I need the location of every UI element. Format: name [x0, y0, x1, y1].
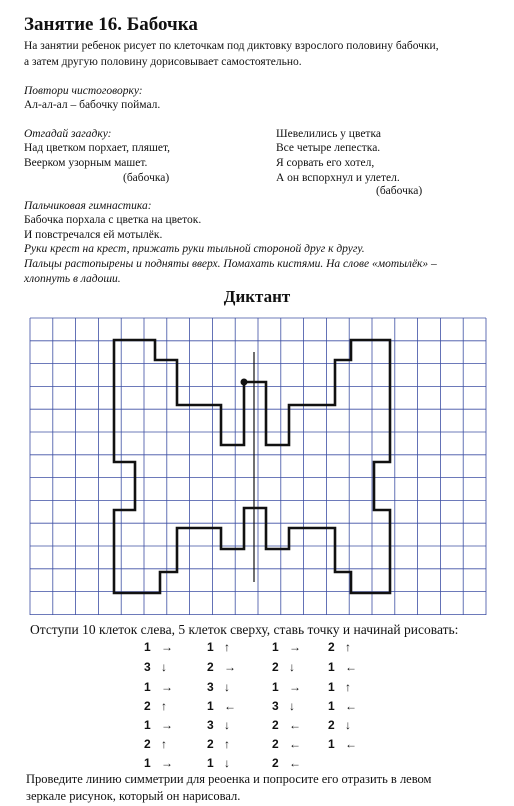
step-count: 1: [328, 737, 335, 751]
step-count: 3: [272, 699, 279, 713]
direction-arrow-icon: ←: [289, 756, 301, 770]
riddle-left-answer: (бабочка): [123, 172, 170, 184]
direction-arrow-icon: →: [161, 680, 173, 694]
grid-lines: [30, 318, 486, 615]
direction-arrow-icon: ←: [345, 660, 357, 674]
step-count: 3: [207, 718, 214, 732]
direction-arrow-icon: ←: [289, 737, 301, 751]
direction-arrow-icon: ↑: [224, 640, 230, 654]
intro-line-1: На занятии ребенок рисует по клеточкам под диктовку взрослого половину бабочки,: [24, 40, 439, 52]
step-count: 1: [328, 660, 335, 674]
riddle-left-line-1: Над цветком порхает, пляшет,: [24, 142, 171, 154]
direction-arrow-icon: ↑: [345, 680, 351, 694]
step-count: 1: [144, 680, 151, 694]
direction-arrow-icon: ←: [289, 718, 301, 732]
riddle-heading: Отгадай загадку:: [24, 128, 112, 140]
step-count: 1: [272, 680, 279, 694]
step-count: 2: [272, 718, 279, 732]
step-count: 2: [144, 737, 151, 751]
direction-arrow-icon: →: [161, 718, 173, 732]
tongue-twister-heading: Повтори чистоговорку:: [24, 85, 143, 97]
direction-arrow-icon: ↑: [224, 737, 230, 751]
direction-arrow-icon: ↑: [161, 737, 167, 751]
butterfly-drawing: [114, 340, 390, 593]
finger-gym-instruction-2: Пальцы растопырены и подняты вверх. Помахать кистями. На слове «мотылёк» –: [24, 258, 437, 270]
direction-arrow-icon: →: [224, 660, 236, 674]
step-count: 2: [328, 718, 335, 732]
step-count: 3: [207, 680, 214, 694]
finger-gym-instruction-3: хлопнуть в ладоши.: [24, 273, 121, 285]
step-count: 2: [144, 699, 151, 713]
step-count: 2: [272, 737, 279, 751]
dictation-instruction: Отступи 10 клеток слева, 5 клеток сверху, ставь точку и начинай рисовать:: [30, 622, 459, 637]
direction-arrow-icon: →: [161, 756, 173, 770]
start-point: [241, 379, 248, 386]
direction-arrow-icon: ←: [224, 699, 236, 713]
step-count: 2: [272, 660, 279, 674]
riddle-left-line-2: Веерком узорным машет.: [24, 157, 148, 169]
final-text-line-1: Проведите линию симметрии для реоенка и попросите его отразить в левом: [26, 772, 432, 786]
finger-gym-heading: Пальчиковая гимнастика:: [24, 200, 152, 212]
page-title: Занятие 16. Бабочка: [24, 14, 198, 35]
step-count: 2: [328, 640, 335, 654]
riddle-right-line-2: Все четыре лепестка.: [276, 142, 381, 154]
direction-arrow-icon: →: [289, 680, 301, 694]
riddle-right-line-4: А он вспорхнул и улетел.: [276, 172, 400, 184]
direction-arrow-icon: ↓: [224, 756, 230, 770]
dictation-heading: Диктант: [223, 287, 291, 306]
step-count: 1: [144, 640, 151, 654]
step-count: 1: [207, 756, 214, 770]
step-count: 1: [144, 718, 151, 732]
step-count: 1: [328, 680, 335, 694]
direction-arrow-icon: ↓: [289, 699, 295, 713]
step-count: 1: [207, 699, 214, 713]
direction-arrow-icon: →: [161, 640, 173, 654]
step-count: 1: [328, 699, 335, 713]
direction-arrow-icon: ↓: [161, 660, 167, 674]
step-count: 1: [207, 640, 214, 654]
finger-gym-line-1: Бабочка порхала с цветка на цветок.: [24, 214, 202, 226]
direction-arrow-icon: ↑: [161, 699, 167, 713]
direction-arrow-icon: ↓: [224, 680, 230, 694]
riddle-right-line-1: Шевелились у цветка: [276, 128, 381, 140]
direction-arrow-icon: ↓: [345, 718, 351, 732]
riddle-right-line-3: Я сорвать его хотел,: [276, 157, 375, 169]
riddle-right-answer: (бабочка): [376, 185, 423, 197]
direction-arrow-icon: ←: [345, 699, 357, 713]
direction-arrow-icon: ↓: [224, 718, 230, 732]
tongue-twister-text: Ал-ал-ал – бабочку поймал.: [24, 99, 161, 111]
final-text-line-2: зеркале рисунок, который он нарисовал.: [26, 789, 241, 803]
intro-line-2: а затем другую половину дорисовывает самостоятельно.: [24, 56, 302, 68]
finger-gym-instruction-1: Руки крест на крест, прижать руки тыльной стороной друг к другу.: [24, 243, 365, 255]
step-count: 2: [207, 737, 214, 751]
step-count: 1: [272, 640, 279, 654]
step-count: 1: [144, 756, 151, 770]
finger-gym-line-2: И повстречался ей мотылёк.: [24, 229, 163, 241]
step-count: 2: [272, 756, 279, 770]
direction-arrow-icon: ↓: [289, 660, 295, 674]
direction-arrow-icon: ↑: [345, 640, 351, 654]
step-count: 2: [207, 660, 214, 674]
direction-arrow-icon: ←: [345, 737, 357, 751]
step-count: 3: [144, 660, 151, 674]
direction-arrow-icon: →: [289, 640, 301, 654]
